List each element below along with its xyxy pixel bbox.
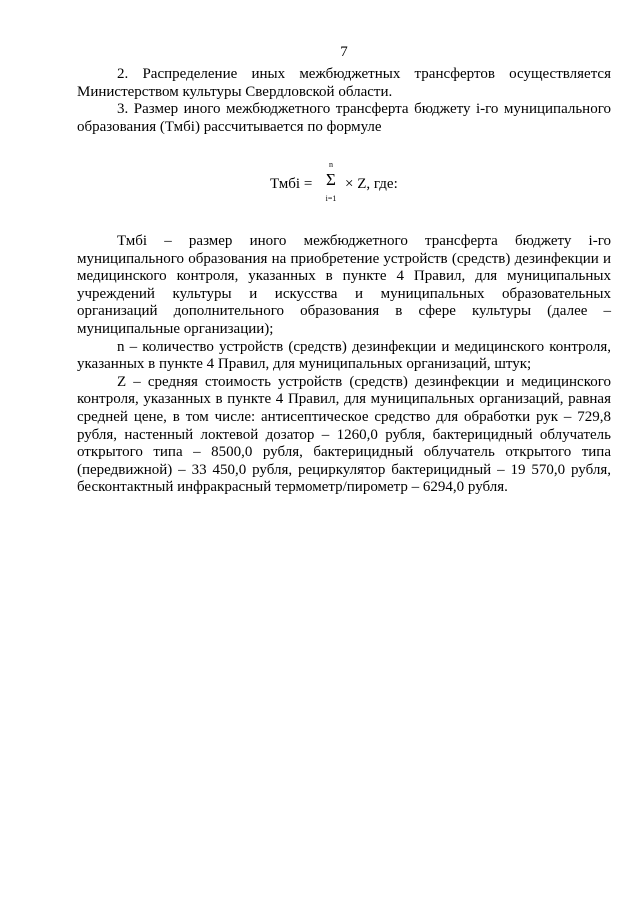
summation — [321, 160, 341, 206]
formula-rhs: × Z, где: — [345, 176, 398, 192]
paragraph-distribution: 2. Распределение иных межбюджетных трансфертов осуществляется Министерством культуры Свердловской области. — [77, 66, 611, 100]
definitions — [77, 233, 611, 497]
paragraph-size-formula-intro: 3. Размер иного межбюджетного трансферта бюджету i-го муниципального образования (Тмбi) рассчитывается по формуле — [77, 101, 611, 135]
definition-z: Z – средняя стоимость устройств (средств) дезинфекции и медицинского контроля, указанных в пункте 4 Правил, для муниципальных организаций, равная средней цене, в том числе: антисептическое средство для обработки рук – 729,8 рубля, настенный локтевой дозатор – 1260,0 рубля, бактерицидный облучатель открытого типа – 8500,0 рубля, бактерицидный облучатель открытого типа (передвижной) – 33 450,0 рубля, рециркулятор бактерицидный – 19 570,0 рубля, бесконтактный инфракрасный термометр/пирометр – 6294,0 рубля. — [77, 373, 611, 496]
intro-paragraphs — [77, 66, 611, 136]
definition-n: n – количество устройств (средств) дезинфекции и медицинского контроля, указанных в пункте 4 Правил, для муниципальных организаций, штук; — [77, 338, 611, 373]
formula — [77, 160, 611, 210]
page-number: 7 — [340, 44, 348, 60]
definition-tmbi: Тмбi – размер иного межбюджетного трансферта бюджету i-го муниципального образования на приобретение устройств (средств) дезинфекции и медицинского контроля, указанных в пункте 4 Правил, для муниципальных учреждений культуры и искусства и муниципальных образовательных организаций дополнительного образования в сфере культуры (далее – муниципальные организации); — [77, 233, 611, 337]
summation-sign: Σ — [326, 170, 336, 189]
formula-lhs: Тмбi = — [270, 176, 313, 192]
summation-lower-limit: i=1 — [325, 194, 337, 203]
summation-upper-limit: n — [329, 160, 333, 169]
